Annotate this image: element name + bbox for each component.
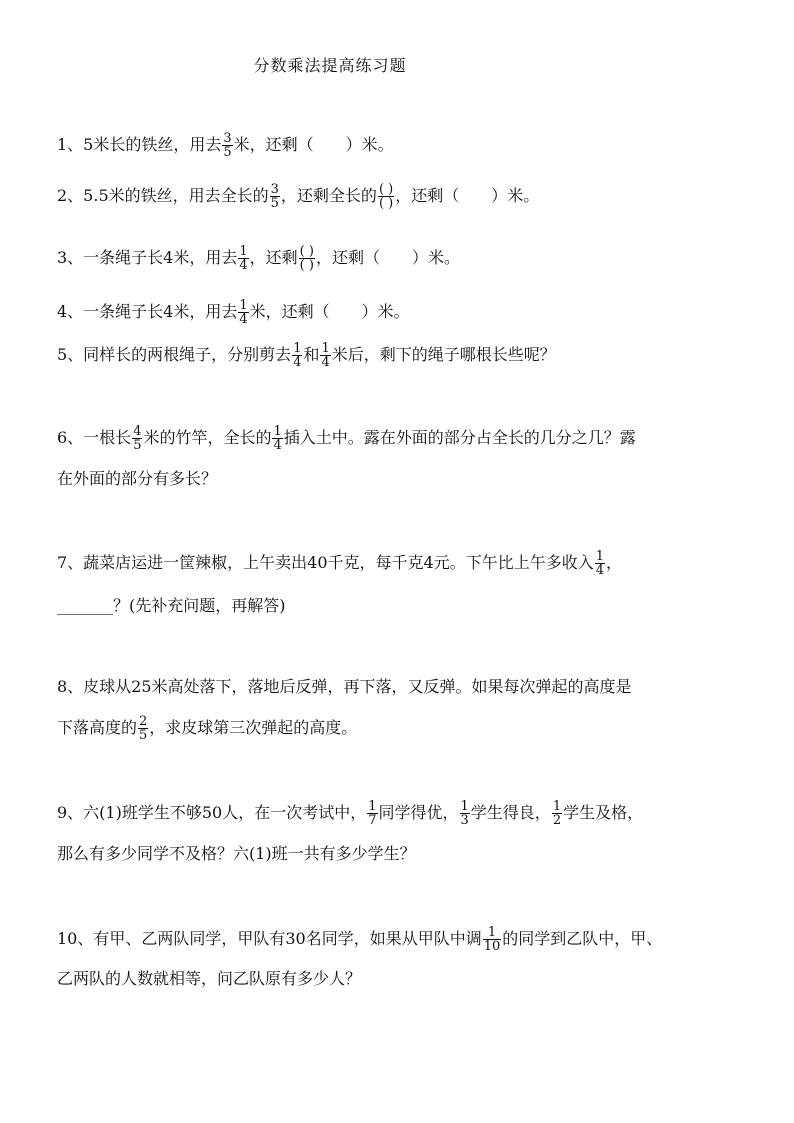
question-7: 7、蔬菜店运进一筐辣椒，上午卖出40千克，每千克4元。下午比上午多收入 $\frac{1}{4}$ ， — [57, 549, 623, 578]
fraction: $\frac{1}{4}$ — [239, 244, 248, 273]
question-10: 10、有甲、乙两队同学，甲队有30名同学，如果从甲队中调 $\frac{1}{10}$ 的同学到乙队中，甲、 — [57, 925, 663, 954]
fraction: $\frac{1}{4}$ — [293, 341, 302, 370]
fraction-blank: $\frac{( )}{( )}$ — [299, 244, 314, 273]
fraction: $\frac{1}{4}$ — [595, 549, 605, 578]
fraction: $\frac{1}{10}$ — [483, 925, 501, 954]
question-8: 8、皮球从25米高处落下，落地后反弹，再下落，又反弹。如果每次弹起的高度是 — [57, 677, 632, 696]
fraction: $\frac{1}{4}$ — [273, 424, 282, 453]
fraction: $\frac{3}{5}$ — [270, 182, 279, 211]
fraction-blank: $\frac{( )}{( )}$ — [378, 182, 394, 211]
fraction: $\frac{1}{3}$ — [460, 799, 469, 828]
question-6: 6、一根长 $\frac{4}{5}$ 米的竹竿，全长的 $\frac{1}{4}$ 插入土中。露在外面的部分占全长的几分之几？露 — [57, 424, 636, 453]
question-3: 3、一条绳子长4米，用去 $\frac{1}{4}$ ，还剩 $\frac{( )}{( )}$ ，还剩（ ）米。 — [57, 244, 460, 273]
question-2: 2、5.5米的铁丝，用去全长的 $\frac{3}{5}$ ，还剩全长的 $\frac{( )}{( )}$ ，还剩（ ）米。 — [57, 182, 540, 211]
question-7-line-2: _______？(先补充问题，再解答) — [57, 596, 286, 615]
fraction: $\frac{1}{2}$ — [552, 799, 562, 828]
question-8-line-2: 下落高度的 $\frac{2}{5}$ ，求皮球第三次弹起的高度。 — [57, 714, 358, 743]
question-10-line-2: 乙两队的人数就相等，问乙队原有多少人？ — [57, 969, 362, 988]
page-title: 分数乘法提高练习题 — [253, 56, 407, 75]
question-9: 9、六(1)班学生不够50人，在一次考试中， $\frac{1}{7}$ 同学得优， $\frac{1}{3}$ 学生得良， $\frac{1}{2}$ 学生及格， — [57, 799, 644, 828]
fraction: $\frac{2}{5}$ — [139, 714, 148, 743]
fraction: $\frac{3}{5}$ — [223, 131, 232, 160]
question-5: 5、同样长的两根绳子，分别剪去 $\frac{1}{4}$ 和 $\frac{1}{4}$ 米后，剩下的绳子哪根长些呢？ — [57, 341, 556, 370]
fraction: $\frac{4}{5}$ — [133, 424, 142, 453]
question-1: 1、5米长的铁丝，用去 $\frac{3}{5}$ 米，还剩（ ）米。 — [57, 131, 394, 160]
question-6-line-2: 在外面的部分有多长？ — [57, 469, 218, 488]
question-9-line-2: 那么有多少同学不及格？六(1)班一共有多少学生？ — [57, 844, 416, 863]
fraction: $\frac{1}{7}$ — [368, 799, 377, 828]
fraction: $\frac{1}{4}$ — [321, 341, 330, 370]
fraction: $\frac{1}{4}$ — [239, 298, 248, 327]
question-4: 4、一条绳子长4米，用去 $\frac{1}{4}$ 米，还剩（ ）米。 — [57, 298, 410, 327]
